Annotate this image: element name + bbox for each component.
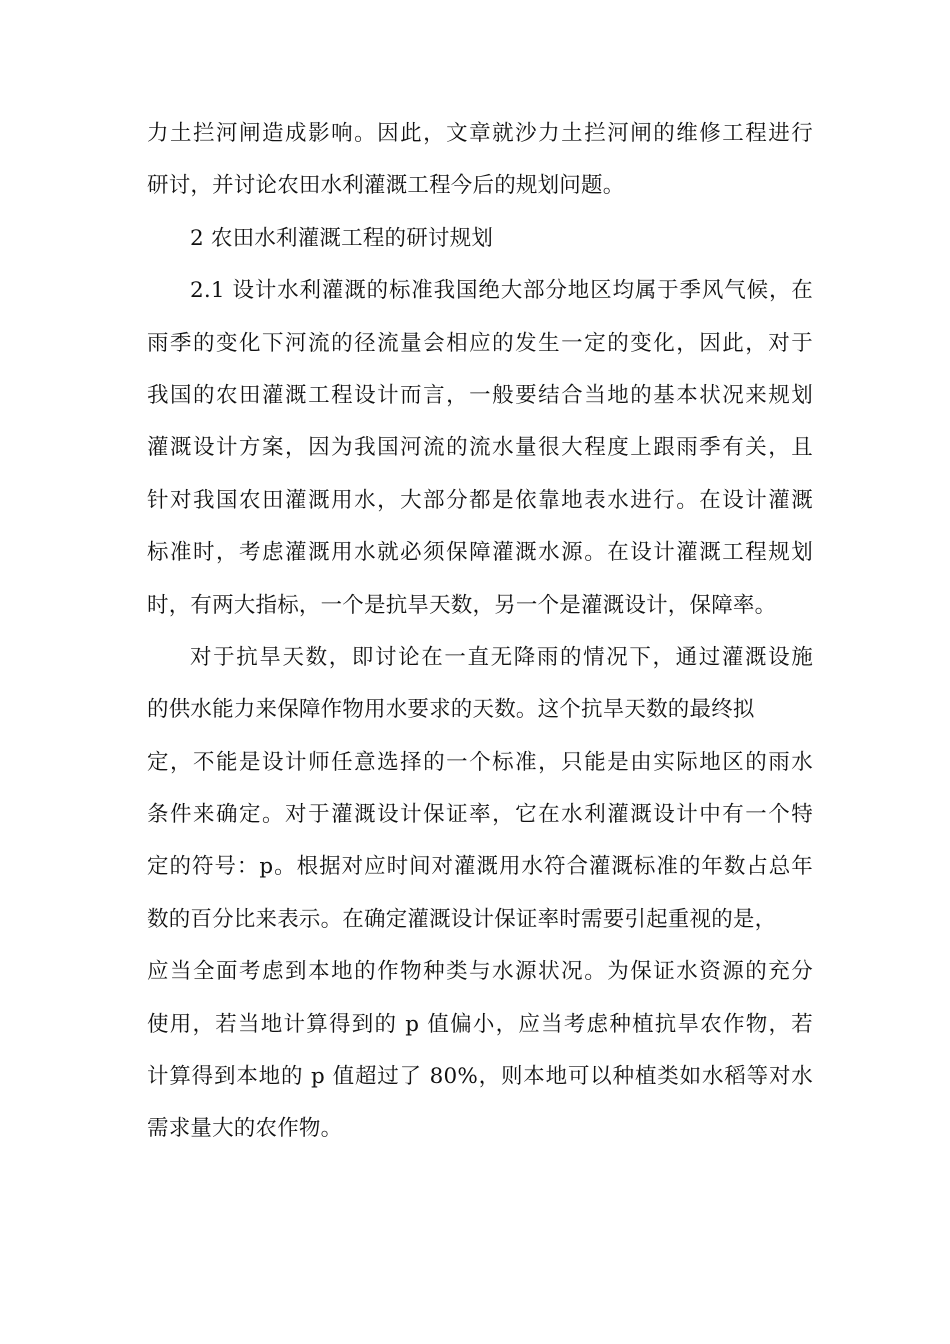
body-text-line: 数的百分比来表示。在确定灌溉设计保证率时需要引起重视的是，	[147, 906, 777, 932]
body-text-line: 定，不能是设计师任意选择的一个标准，只能是由实际地区的雨水	[147, 749, 813, 775]
body-text-line: 条件来确定。对于灌溉设计保证率，它在水利灌溉设计中有一个特	[147, 802, 813, 828]
body-text-line: 的供水能力来保障作物用水要求的天数。这个抗旱天数的最终拟	[147, 697, 755, 723]
body-text-line: 研讨，并讨论农田水利灌溉工程今后的规划问题。	[147, 173, 625, 199]
paragraph-start-line: 对于抗旱天数，即讨论在一直无降雨的情况下，通过灌溉设施	[190, 644, 813, 670]
body-text-line: 标准时，考虑灌溉用水就必须保障灌溉水源。在设计灌溉工程规划	[147, 540, 813, 566]
subsection-heading-line: 2.1 设计水利灌溉的标准我国绝大部分地区均属于季风气候，在	[190, 278, 813, 304]
body-text-line: 针对我国农田灌溉用水，大部分都是依靠地表水进行。在设计灌溉	[147, 487, 813, 513]
body-text-line: 定的符号：p。根据对应时间对灌溉用水符合灌溉标准的年数占总年	[147, 854, 813, 880]
body-text-line: 时，有两大指标，一个是抗旱天数，另一个是灌溉设计，保障率。	[147, 592, 777, 618]
body-text-line: 我国的农田灌溉工程设计而言，一般要结合当地的基本状况来规划	[147, 382, 813, 408]
body-text-line: 力土拦河闸造成影响。因此，文章就沙力土拦河闸的维修工程进行	[147, 121, 813, 146]
body-text-line: 应当全面考虑到本地的作物种类与水源状况。为保证水资源的充分	[147, 959, 813, 985]
body-text-line: 需求量大的农作物。	[147, 1116, 343, 1142]
body-text-line: 计算得到本地的 p 值超过了 80%，则本地可以种植类如水稻等对水	[147, 1064, 813, 1090]
document-body	[147, 108, 813, 1156]
section-heading: 2 农田水利灌溉工程的研讨规划	[190, 225, 494, 251]
body-text-line: 使用，若当地计算得到的 p 值偏小，应当考虑种植抗旱农作物，若	[147, 1011, 813, 1037]
body-text-line: 灌溉设计方案，因为我国河流的流水量很大程度上跟雨季有关，且	[147, 435, 813, 461]
body-text-line: 雨季的变化下河流的径流量会相应的发生一定的变化，因此，对于	[147, 330, 813, 356]
